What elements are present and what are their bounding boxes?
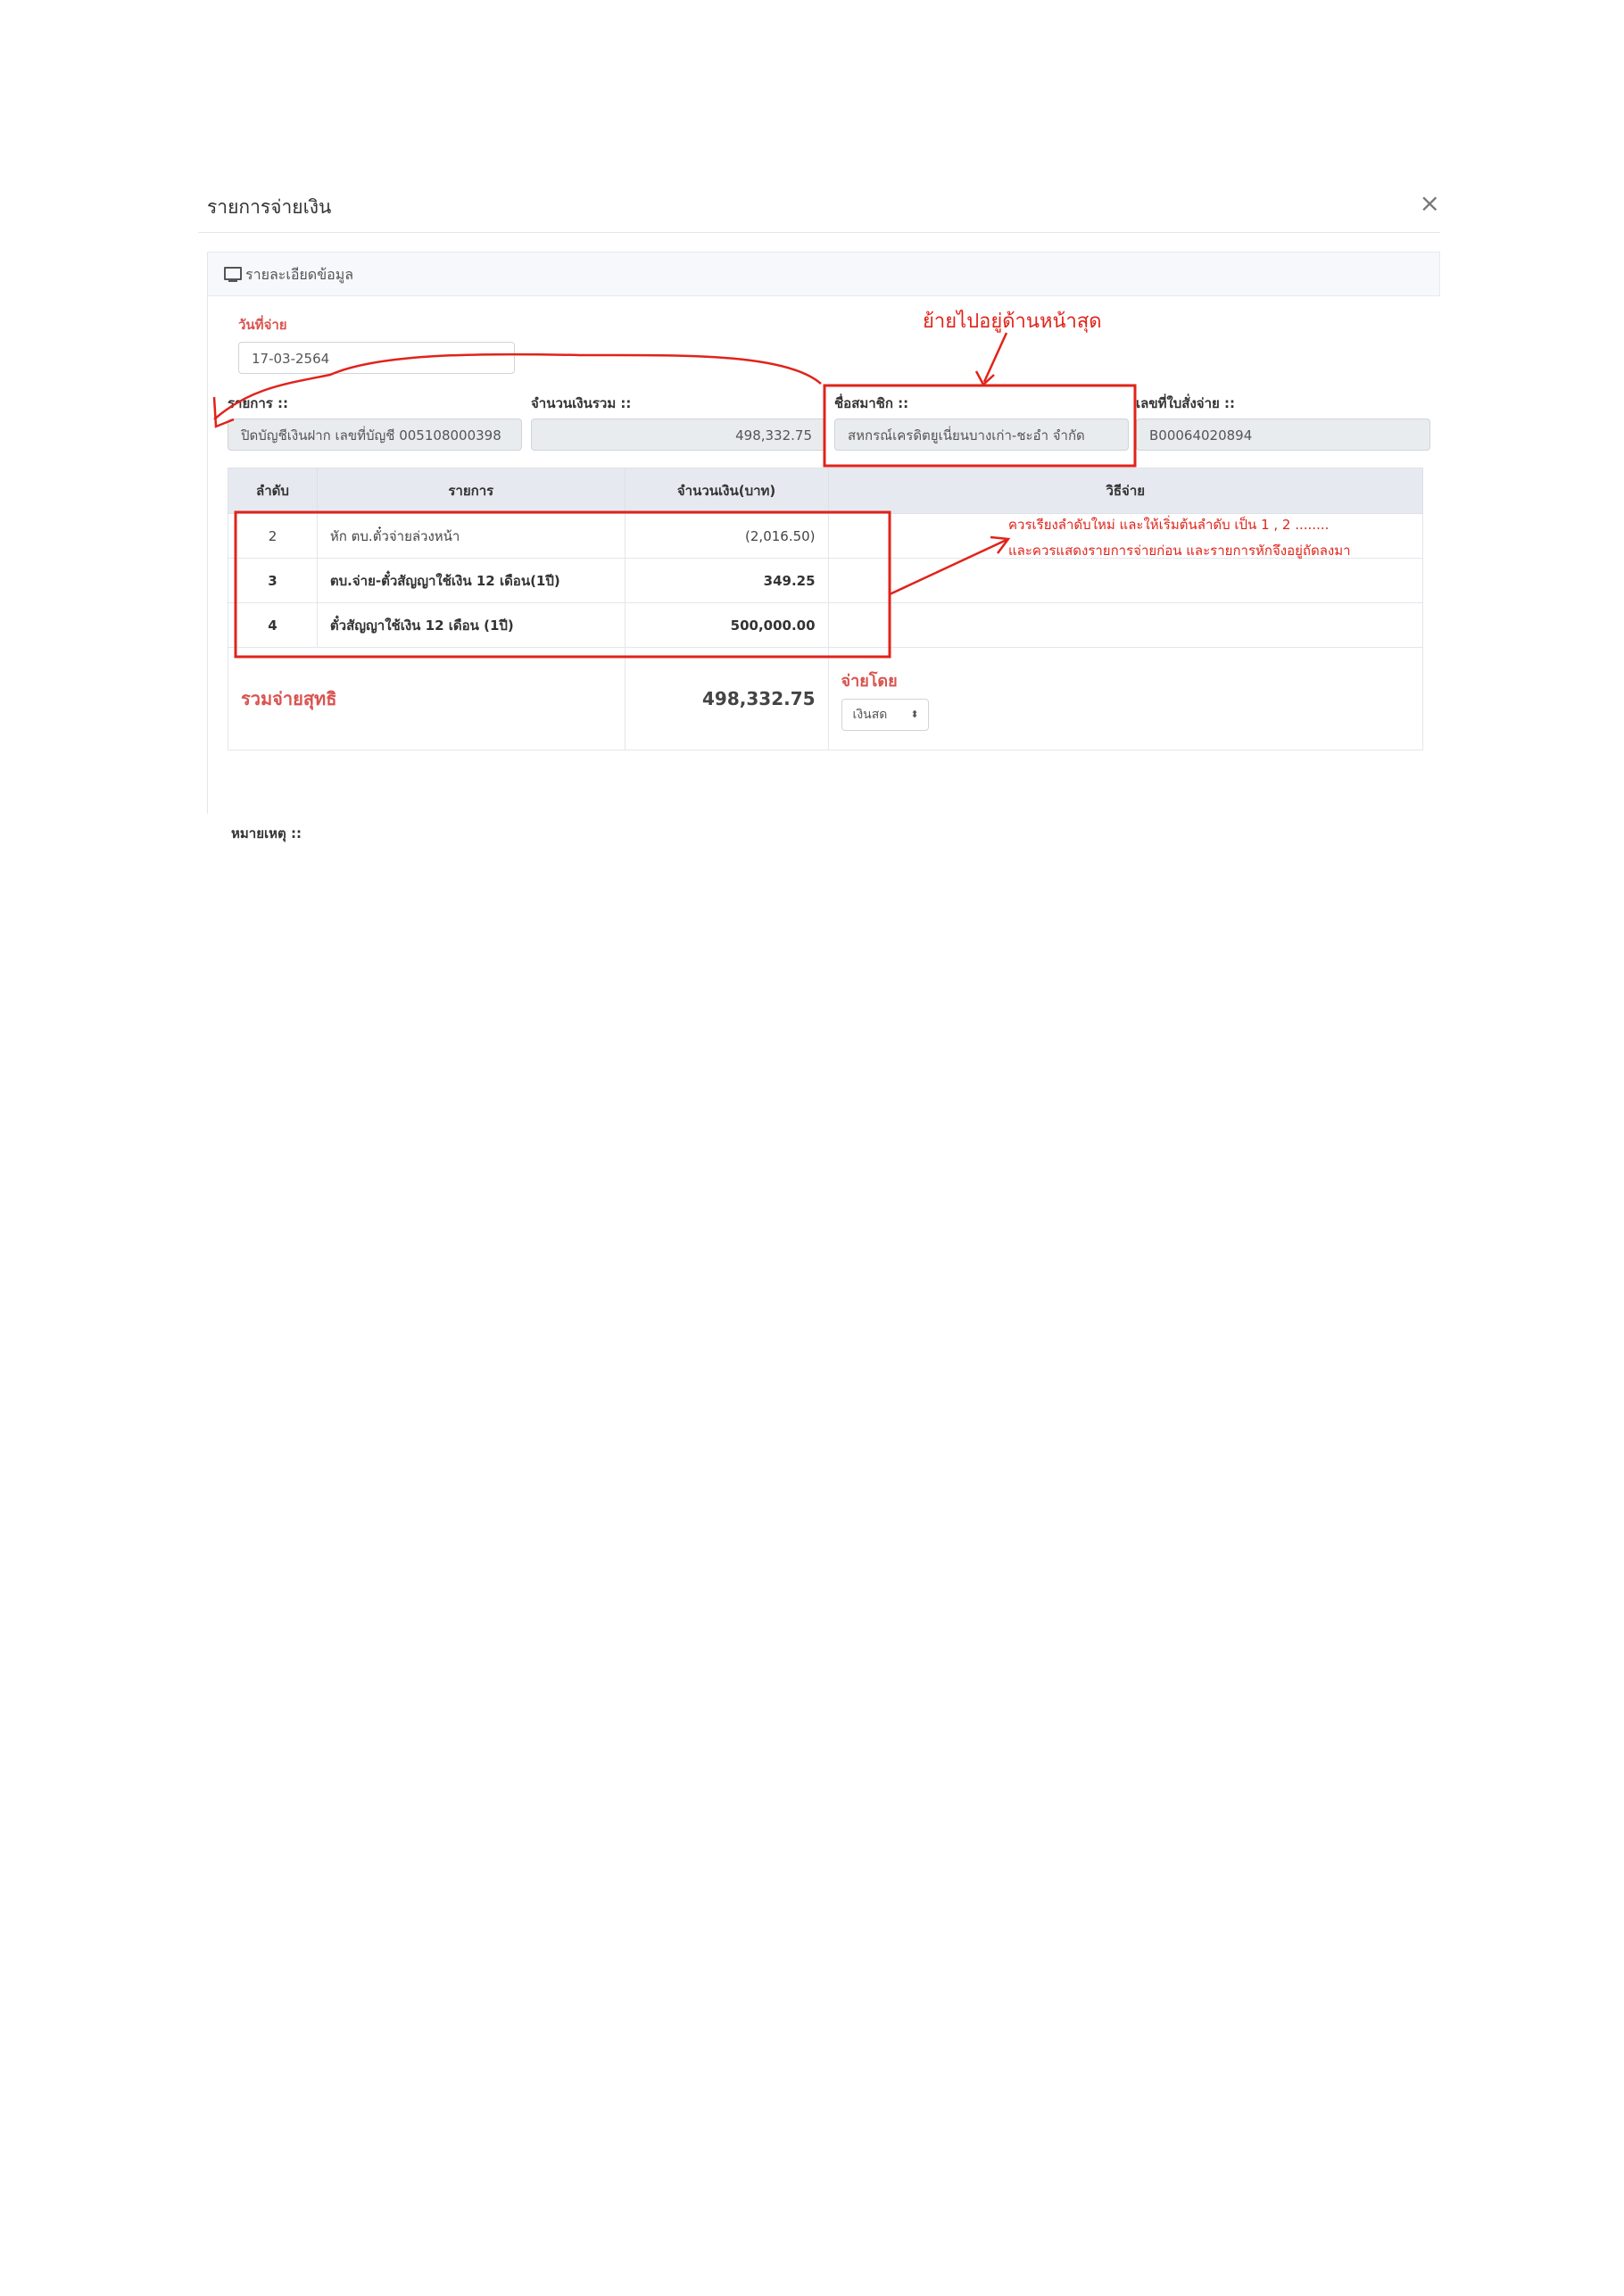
modal-title: รายการจ่ายเงิน (207, 196, 332, 218)
pay-date-field[interactable]: 17-03-2564 (238, 342, 515, 374)
label-pointer-line (984, 333, 1007, 382)
row-amount: (2,016.50) (625, 514, 828, 559)
panel-title: รายละเอียดข้อมูล (245, 266, 354, 283)
pay-by-selected: เงินสด (852, 707, 888, 722)
col-header-method: วิธีจ่าย (828, 468, 1422, 514)
item-field: ปิดบัญชีเงินฝาก เลขที่บัญชี 005108000398 (228, 419, 522, 451)
member-highlight-box (824, 385, 1135, 466)
annotation-reorder-line2: และควรแสดงรายการจ่ายก่อน และรายการหักจึงอยู่ถัดลงมา (1008, 543, 1351, 559)
total-amount-label: จำนวนเงินรวม :: (531, 395, 632, 411)
close-icon[interactable]: × (1419, 188, 1440, 218)
payment-order-field: B00064020894 (1136, 419, 1430, 451)
payment-order-label: เลขที่ใบสั่งจ่าย :: (1136, 395, 1236, 411)
pay-date-label: วันที่จ่าย (238, 317, 287, 333)
member-name-field: สหกรณ์เครดิตยูเนี่ยนบางเก่า-ชะอำ จำกัด (834, 419, 1129, 451)
row-item: หัก ตบ.ตั๋วจ่ายล่วงหน้า (317, 514, 625, 559)
row-item: ตั๋วสัญญาใช้เงิน 12 เดือน (1ปี) (317, 603, 625, 648)
member-name-label: ชื่อสมาชิก :: (834, 395, 909, 411)
pay-by-label: จ่ายโดย (841, 671, 898, 691)
col-header-amount: จำนวนเงิน(บาท) (625, 468, 828, 514)
rows-highlight-box (236, 512, 890, 657)
remark-label: หมายเหตุ :: (231, 825, 302, 841)
reorder-arrow-line (890, 540, 1007, 594)
item-label: รายการ :: (228, 395, 289, 411)
annotation-move-to-front: ย้ายไปอยู่ด้านหน้าสุด (923, 311, 1102, 333)
annotation-reorder-line1: ควรเรียงลำดับใหม่ และให้เริ่มต้นลำดับ เป็น 1 , 2 ........ (1008, 517, 1330, 533)
total-amount-field: 498,332.75 (531, 419, 825, 451)
col-header-item: รายการ (317, 468, 625, 514)
row-amount: 349.25 (625, 559, 828, 603)
col-header-no: ลำดับ (228, 468, 318, 514)
row-item: ตบ.จ่าย-ตั๋วสัญญาใช้เงิน 12 เดือน(1ปี) (317, 559, 625, 603)
row-no: 4 (228, 603, 318, 648)
select-arrows-icon: ⬍ (910, 708, 919, 720)
row-no: 2 (228, 514, 318, 559)
row-amount: 500,000.00 (625, 603, 828, 648)
row-no: 3 (228, 559, 318, 603)
net-total-value: 498,332.75 (625, 648, 828, 750)
net-total-label: รวมจ่ายสุทธิ (241, 688, 337, 709)
move-arrow-curve (214, 354, 821, 419)
